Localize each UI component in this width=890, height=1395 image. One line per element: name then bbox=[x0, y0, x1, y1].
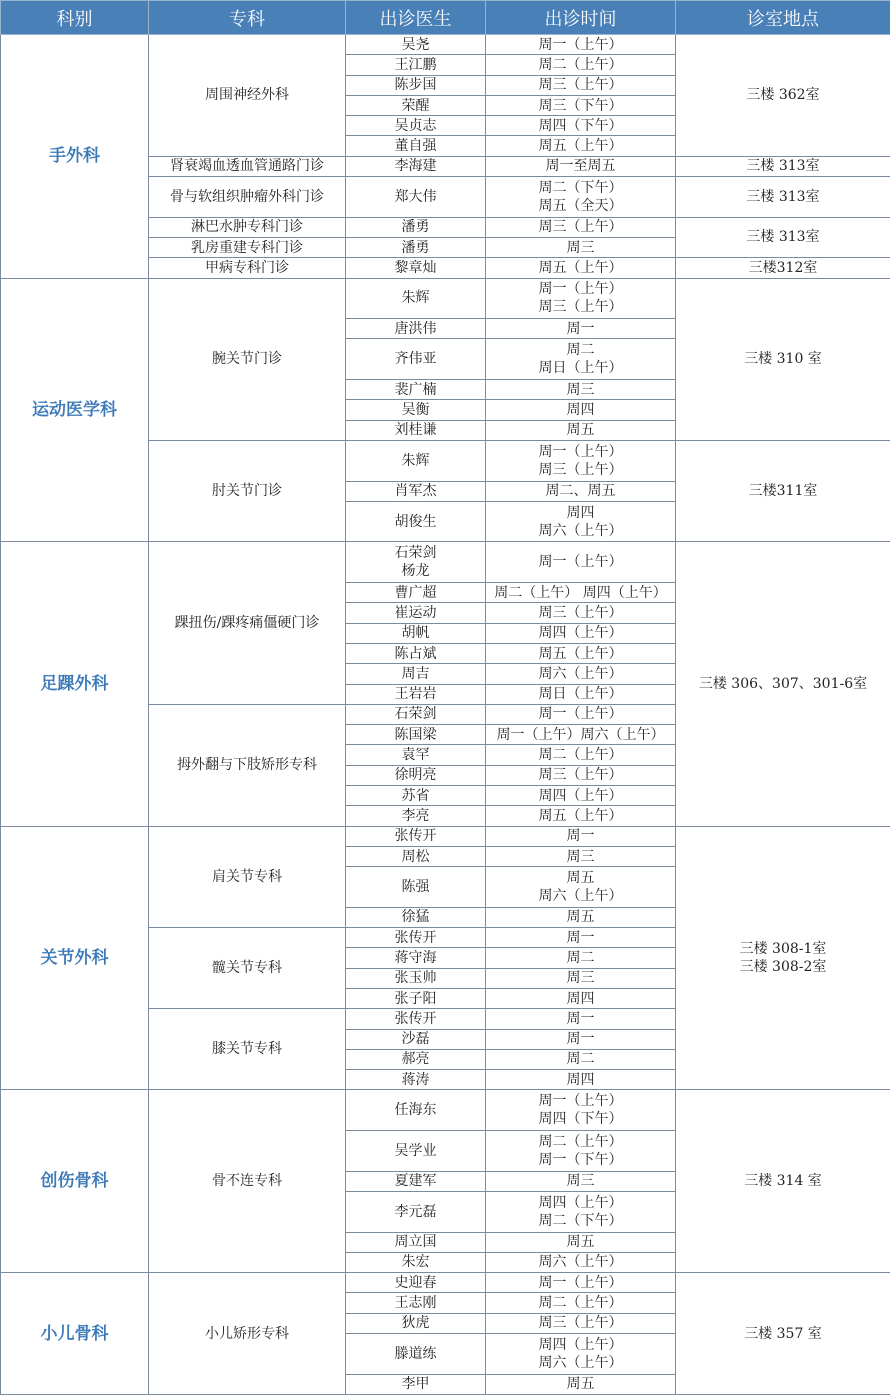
clinic-time: 周三（上午） bbox=[486, 461, 675, 479]
time-cell bbox=[486, 948, 676, 968]
doctor-name: 滕道练 bbox=[346, 1345, 485, 1363]
doctor-cell bbox=[346, 339, 486, 380]
time-cell bbox=[486, 1273, 676, 1293]
doctor-cell bbox=[346, 156, 486, 176]
time-cell bbox=[486, 785, 676, 805]
time-cell bbox=[486, 1374, 676, 1394]
doctor-cell bbox=[346, 1049, 486, 1069]
clinic-time: 周五 bbox=[486, 1233, 675, 1251]
doctor-name: 沙磊 bbox=[346, 1030, 485, 1048]
doctor-cell bbox=[346, 603, 486, 623]
clinic-time: 周五（上午） bbox=[486, 807, 675, 825]
doctor-name: 潘勇 bbox=[346, 218, 485, 236]
header-specialty: 专科 bbox=[149, 1, 346, 35]
clinic-time: 周二（上午） bbox=[486, 1133, 675, 1151]
clinic-time: 周四 bbox=[486, 401, 675, 419]
time-cell bbox=[486, 1191, 676, 1232]
clinic-time: 周一至周五 bbox=[486, 157, 675, 175]
doctor-name: 曹广超 bbox=[346, 584, 485, 602]
clinic-time: 周一 bbox=[486, 929, 675, 947]
time-cell bbox=[486, 928, 676, 948]
room-location: 三楼 313室 bbox=[676, 156, 890, 176]
department-name: 运动医学科 bbox=[1, 278, 149, 542]
doctor-name: 胡帆 bbox=[346, 624, 485, 642]
clinic-time: 周三 bbox=[486, 848, 675, 866]
time-cell bbox=[486, 95, 676, 115]
time-cell bbox=[486, 684, 676, 704]
specialty-name: 周围神经外科 bbox=[149, 35, 346, 157]
doctor-name: 肖军杰 bbox=[346, 482, 485, 500]
room-location: 三楼 313室 bbox=[676, 177, 890, 218]
doctor-cell bbox=[346, 1374, 486, 1394]
department-name: 足踝外科 bbox=[1, 542, 149, 826]
specialty-name: 甲病专科门诊 bbox=[149, 258, 346, 278]
doctor-cell bbox=[346, 95, 486, 115]
clinic-time: 周三 bbox=[486, 969, 675, 987]
clinic-time: 周一 bbox=[486, 320, 675, 338]
time-cell bbox=[486, 237, 676, 257]
time-cell bbox=[486, 623, 676, 643]
clinic-time: 周三 bbox=[486, 381, 675, 399]
time-cell bbox=[486, 542, 676, 583]
clinic-time: 周三（上午） bbox=[486, 766, 675, 784]
clinic-time: 周六（上午） bbox=[486, 1253, 675, 1271]
doctor-cell bbox=[346, 785, 486, 805]
clinic-time: 周四 bbox=[486, 990, 675, 1008]
time-cell bbox=[486, 420, 676, 440]
specialty-name: 腕关节门诊 bbox=[149, 278, 346, 440]
time-cell bbox=[486, 55, 676, 75]
time-cell bbox=[486, 156, 676, 176]
specialty-name: 髋关节专科 bbox=[149, 928, 346, 1009]
table-row bbox=[1, 826, 890, 846]
room-location: 三楼312室 bbox=[676, 258, 890, 278]
doctor-cell bbox=[346, 258, 486, 278]
time-cell bbox=[486, 278, 676, 319]
clinic-time: 周四（下午） bbox=[486, 117, 675, 135]
clinic-time: 周一（上午） bbox=[486, 1092, 675, 1110]
doctor-name: 张玉帅 bbox=[346, 969, 485, 987]
doctor-cell bbox=[346, 664, 486, 684]
time-cell bbox=[486, 1252, 676, 1272]
clinic-time: 周二（上午） bbox=[486, 1294, 675, 1312]
time-cell bbox=[486, 907, 676, 927]
clinic-time: 周二 bbox=[486, 341, 675, 359]
doctor-cell bbox=[346, 217, 486, 237]
time-cell bbox=[486, 988, 676, 1008]
doctor-cell bbox=[346, 116, 486, 136]
time-cell bbox=[486, 725, 676, 745]
clinic-time: 周一（上午） bbox=[486, 36, 675, 54]
doctor-name: 张传开 bbox=[346, 827, 485, 845]
time-cell bbox=[486, 1313, 676, 1333]
clinic-time: 周一 bbox=[486, 1010, 675, 1028]
doctor-cell bbox=[346, 1171, 486, 1191]
clinic-time: 周五 bbox=[486, 908, 675, 926]
doctor-cell bbox=[346, 481, 486, 501]
time-cell bbox=[486, 806, 676, 826]
clinic-time: 周一（上午） bbox=[486, 553, 675, 571]
doctor-cell bbox=[346, 237, 486, 257]
doctor-cell bbox=[346, 1009, 486, 1029]
doctor-name: 胡俊生 bbox=[346, 513, 485, 531]
doctor-name: 石荣剑 bbox=[346, 544, 485, 562]
time-cell bbox=[486, 75, 676, 95]
doctor-cell bbox=[346, 1090, 486, 1131]
specialty-name: 小儿矫形专科 bbox=[149, 1273, 346, 1395]
clinic-time: 周一（上午） bbox=[486, 705, 675, 723]
doctor-name: 潘勇 bbox=[346, 239, 485, 257]
room-location: 三楼 314 室 bbox=[676, 1090, 890, 1273]
clinic-time: 周五 bbox=[486, 1375, 675, 1393]
specialty-name: 肾衰竭血透血管通路门诊 bbox=[149, 156, 346, 176]
doctor-cell bbox=[346, 55, 486, 75]
clinic-time: 周四（上午） bbox=[486, 1194, 675, 1212]
clinic-time: 周五（全天） bbox=[486, 197, 675, 215]
doctor-name: 夏建军 bbox=[346, 1172, 485, 1190]
doctor-name: 崔运动 bbox=[346, 604, 485, 622]
doctor-cell bbox=[346, 1334, 486, 1375]
clinic-time: 周二（上午） bbox=[486, 56, 675, 74]
doctor-cell bbox=[346, 704, 486, 724]
clinic-time: 周四（下午） bbox=[486, 1110, 675, 1128]
room-line: 三楼 308-1室 bbox=[676, 940, 890, 958]
doctor-name: 陈占斌 bbox=[346, 645, 485, 663]
clinic-time: 周二、周五 bbox=[486, 482, 675, 500]
doctor-name: 周立国 bbox=[346, 1233, 485, 1251]
doctor-name: 李海建 bbox=[346, 157, 485, 175]
time-cell bbox=[486, 319, 676, 339]
clinic-time: 周二（上午） bbox=[486, 746, 675, 764]
clinic-time: 周三（上午） bbox=[486, 1314, 675, 1332]
doctor-name: 张传开 bbox=[346, 929, 485, 947]
doctor-cell bbox=[346, 846, 486, 866]
doctor-name: 朱辉 bbox=[346, 289, 485, 307]
doctor-name: 史迎春 bbox=[346, 1274, 485, 1292]
doctor-cell bbox=[346, 1252, 486, 1272]
doctor-name: 郝亮 bbox=[346, 1050, 485, 1068]
specialty-name: 肩关节专科 bbox=[149, 826, 346, 927]
doctor-cell bbox=[346, 177, 486, 218]
header-row bbox=[1, 1, 890, 35]
table-row bbox=[1, 1273, 890, 1293]
doctor-cell bbox=[346, 1070, 486, 1090]
time-cell bbox=[486, 1171, 676, 1191]
time-cell bbox=[486, 217, 676, 237]
specialty-name: 乳房重建专科门诊 bbox=[149, 237, 346, 257]
time-cell bbox=[486, 380, 676, 400]
clinic-time: 周一（上午） bbox=[486, 1274, 675, 1292]
doctor-cell bbox=[346, 136, 486, 156]
clinic-time: 周六（上午） bbox=[486, 522, 675, 540]
clinic-time: 周一 bbox=[486, 827, 675, 845]
doctor-name: 李甲 bbox=[346, 1375, 485, 1393]
doctor-name: 刘桂谦 bbox=[346, 421, 485, 439]
doctor-name: 任海东 bbox=[346, 1101, 485, 1119]
doctor-cell bbox=[346, 867, 486, 908]
department-name: 小儿骨科 bbox=[1, 1273, 149, 1395]
doctor-name: 张传开 bbox=[346, 1010, 485, 1028]
doctor-cell bbox=[346, 583, 486, 603]
department-name: 关节外科 bbox=[1, 826, 149, 1090]
doctor-name: 陈强 bbox=[346, 878, 485, 896]
clinic-time: 周四 bbox=[486, 1071, 675, 1089]
doctor-cell bbox=[346, 1131, 486, 1172]
time-cell bbox=[486, 400, 676, 420]
doctor-name: 董自强 bbox=[346, 137, 485, 155]
table-row bbox=[1, 35, 890, 55]
doctor-cell bbox=[346, 765, 486, 785]
doctor-cell bbox=[346, 806, 486, 826]
clinic-time: 周一 bbox=[486, 1030, 675, 1048]
header-doctor: 出诊医生 bbox=[346, 1, 486, 35]
doctor-name: 朱辉 bbox=[346, 452, 485, 470]
time-cell bbox=[486, 968, 676, 988]
header-department: 科别 bbox=[1, 1, 149, 35]
doctor-name: 唐洪伟 bbox=[346, 320, 485, 338]
time-cell bbox=[486, 440, 676, 481]
room-location: 三楼 306、307、301-6室 bbox=[676, 542, 890, 826]
clinic-time: 周六（上午） bbox=[486, 887, 675, 905]
clinic-time: 周六（上午） bbox=[486, 665, 675, 683]
doctor-cell bbox=[346, 1029, 486, 1049]
clinic-time: 周日（上午） bbox=[486, 359, 675, 377]
clinic-time: 周一（上午） bbox=[486, 443, 675, 461]
table-row bbox=[1, 1090, 890, 1131]
clinic-time: 周一（上午）周六（上午） bbox=[486, 726, 675, 744]
doctor-name: 李亮 bbox=[346, 807, 485, 825]
doctor-cell bbox=[346, 725, 486, 745]
doctor-name: 吴尧 bbox=[346, 36, 485, 54]
doctor-name: 张子阳 bbox=[346, 990, 485, 1008]
doctor-cell bbox=[346, 988, 486, 1008]
room-location: 三楼311室 bbox=[676, 440, 890, 541]
clinic-time: 周五 bbox=[486, 421, 675, 439]
doctor-cell bbox=[346, 948, 486, 968]
doctor-cell bbox=[346, 643, 486, 663]
clinic-time: 周五（上午） bbox=[486, 259, 675, 277]
time-cell bbox=[486, 664, 676, 684]
time-cell bbox=[486, 765, 676, 785]
doctor-cell bbox=[346, 75, 486, 95]
time-cell bbox=[486, 1131, 676, 1172]
clinic-time: 周一（下午） bbox=[486, 1151, 675, 1169]
clinic-time: 周二（下午） bbox=[486, 179, 675, 197]
doctor-name: 吴贞志 bbox=[346, 117, 485, 135]
doctor-cell bbox=[346, 1293, 486, 1313]
doctor-cell bbox=[346, 1191, 486, 1232]
doctor-name: 王岩岩 bbox=[346, 685, 485, 703]
doctor-name: 苏省 bbox=[346, 787, 485, 805]
doctor-name: 周吉 bbox=[346, 665, 485, 683]
doctor-name: 徐猛 bbox=[346, 908, 485, 926]
doctor-name: 王江鹏 bbox=[346, 56, 485, 74]
doctor-name: 袁罕 bbox=[346, 746, 485, 764]
clinic-time: 周二（下午） bbox=[486, 1212, 675, 1230]
department-name: 创伤骨科 bbox=[1, 1090, 149, 1273]
clinic-time: 周三 bbox=[486, 1172, 675, 1190]
doctor-cell bbox=[346, 907, 486, 927]
clinic-time: 周六（上午） bbox=[486, 1354, 675, 1372]
specialty-name: 骨与软组织肿瘤外科门诊 bbox=[149, 177, 346, 218]
doctor-name: 陈国梁 bbox=[346, 726, 485, 744]
header-room: 诊室地点 bbox=[676, 1, 890, 35]
doctor-name: 黎章灿 bbox=[346, 259, 485, 277]
doctor-cell bbox=[346, 1313, 486, 1333]
table-row bbox=[1, 542, 890, 583]
doctor-name: 周松 bbox=[346, 848, 485, 866]
specialty-name: 骨不连专科 bbox=[149, 1090, 346, 1273]
doctor-cell bbox=[346, 420, 486, 440]
time-cell bbox=[486, 1009, 676, 1029]
clinic-time: 周三（上午） bbox=[486, 298, 675, 316]
room-location: 三楼 313室 bbox=[676, 217, 890, 258]
doctor-name: 王志刚 bbox=[346, 1294, 485, 1312]
clinic-time: 周三 bbox=[486, 239, 675, 257]
doctor-name: 陈步国 bbox=[346, 76, 485, 94]
room-location: 三楼 362室 bbox=[676, 35, 890, 157]
clinic-time: 周五（上午） bbox=[486, 645, 675, 663]
clinic-time: 周四（上午） bbox=[486, 1336, 675, 1354]
clinic-time: 周五 bbox=[486, 869, 675, 887]
time-cell bbox=[486, 603, 676, 623]
room-location: 三楼 357 室 bbox=[676, 1273, 890, 1395]
specialty-name: 淋巴水肿专科门诊 bbox=[149, 217, 346, 237]
doctor-cell bbox=[346, 35, 486, 55]
clinic-time: 周三（上午） bbox=[486, 604, 675, 622]
doctor-name: 李元磊 bbox=[346, 1203, 485, 1221]
header-time: 出诊时间 bbox=[486, 1, 676, 35]
clinic-time: 周日（上午） bbox=[486, 685, 675, 703]
time-cell bbox=[486, 1232, 676, 1252]
time-cell bbox=[486, 583, 676, 603]
time-cell bbox=[486, 1334, 676, 1375]
clinic-time: 周三（下午） bbox=[486, 97, 675, 115]
time-cell bbox=[486, 136, 676, 156]
doctor-name: 狄虎 bbox=[346, 1314, 485, 1332]
clinic-time: 周四 bbox=[486, 504, 675, 522]
clinic-time: 周二 bbox=[486, 949, 675, 967]
clinic-time: 周三（上午） bbox=[486, 218, 675, 236]
doctor-cell bbox=[346, 826, 486, 846]
doctor-name: 徐明亮 bbox=[346, 766, 485, 784]
doctor-cell bbox=[346, 745, 486, 765]
department-name: 手外科 bbox=[1, 35, 149, 279]
doctor-name: 吴衡 bbox=[346, 401, 485, 419]
time-cell bbox=[486, 501, 676, 542]
specialty-name: 拇外翻与下肢矫形专科 bbox=[149, 704, 346, 826]
clinic-time: 周四（上午） bbox=[486, 624, 675, 642]
doctor-name: 朱宏 bbox=[346, 1253, 485, 1271]
time-cell bbox=[486, 1293, 676, 1313]
doctor-cell bbox=[346, 501, 486, 542]
doctor-name: 吴学业 bbox=[346, 1142, 485, 1160]
doctor-cell bbox=[346, 968, 486, 988]
doctor-cell bbox=[346, 1273, 486, 1293]
time-cell bbox=[486, 35, 676, 55]
doctor-name: 杨龙 bbox=[346, 562, 485, 580]
time-cell bbox=[486, 643, 676, 663]
doctor-cell bbox=[346, 1232, 486, 1252]
time-cell bbox=[486, 177, 676, 218]
clinic-time: 周二（上午） 周四（上午） bbox=[486, 584, 675, 602]
time-cell bbox=[486, 1049, 676, 1069]
specialty-name: 踝扭伤/踝疼痛僵硬门诊 bbox=[149, 542, 346, 704]
time-cell bbox=[486, 745, 676, 765]
time-cell bbox=[486, 481, 676, 501]
doctor-name: 郑大伟 bbox=[346, 188, 485, 206]
time-cell bbox=[486, 846, 676, 866]
doctor-cell bbox=[346, 684, 486, 704]
doctor-name: 蒋涛 bbox=[346, 1071, 485, 1089]
room-location bbox=[676, 826, 890, 1090]
doctor-cell bbox=[346, 319, 486, 339]
time-cell bbox=[486, 339, 676, 380]
doctor-name: 齐伟亚 bbox=[346, 350, 485, 368]
clinic-time: 周二 bbox=[486, 1050, 675, 1068]
time-cell bbox=[486, 258, 676, 278]
clinic-time: 周三（上午） bbox=[486, 76, 675, 94]
specialty-name: 肘关节门诊 bbox=[149, 440, 346, 541]
doctor-cell bbox=[346, 623, 486, 643]
doctor-name: 石荣剑 bbox=[346, 705, 485, 723]
doctor-name: 荣醒 bbox=[346, 97, 485, 115]
doctor-name: 裴广楠 bbox=[346, 381, 485, 399]
specialty-name: 膝关节专科 bbox=[149, 1009, 346, 1090]
schedule-body bbox=[1, 35, 890, 1395]
room-location: 三楼 310 室 bbox=[676, 278, 890, 440]
time-cell bbox=[486, 826, 676, 846]
doctor-cell bbox=[346, 400, 486, 420]
doctor-cell bbox=[346, 440, 486, 481]
doctor-cell bbox=[346, 278, 486, 319]
doctor-cell bbox=[346, 380, 486, 400]
clinic-time: 周一（上午） bbox=[486, 280, 675, 298]
clinic-time: 周四（上午） bbox=[486, 787, 675, 805]
time-cell bbox=[486, 867, 676, 908]
time-cell bbox=[486, 116, 676, 136]
table-row bbox=[1, 278, 890, 319]
time-cell bbox=[486, 1029, 676, 1049]
doctor-cell bbox=[346, 928, 486, 948]
doctor-name: 蒋守海 bbox=[346, 949, 485, 967]
time-cell bbox=[486, 704, 676, 724]
clinic-time: 周五（上午） bbox=[486, 137, 675, 155]
time-cell bbox=[486, 1070, 676, 1090]
time-cell bbox=[486, 1090, 676, 1131]
doctor-cell bbox=[346, 542, 486, 583]
room-line: 三楼 308-2室 bbox=[676, 958, 890, 976]
